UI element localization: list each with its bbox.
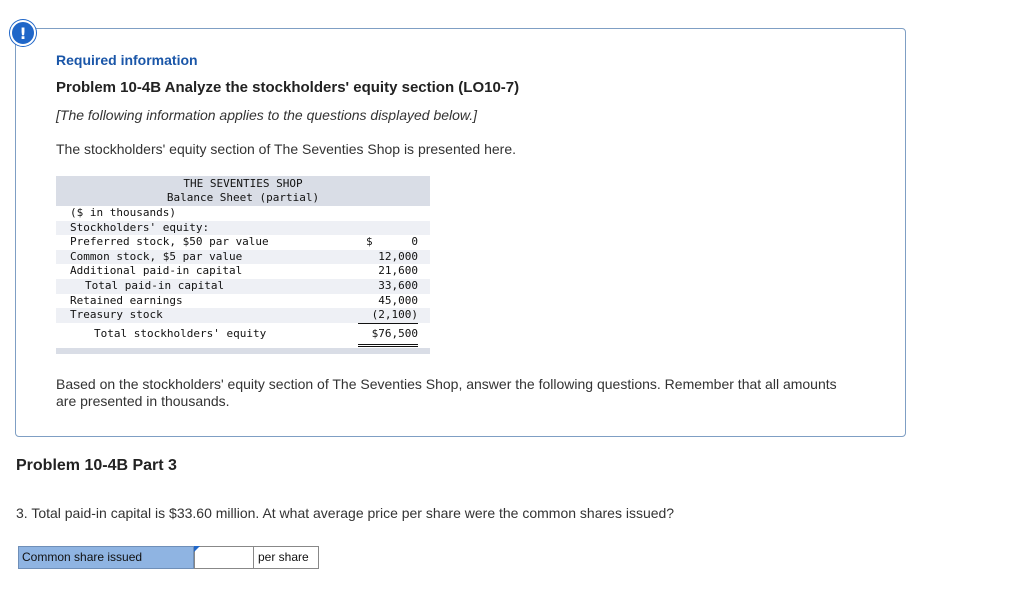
table-row [56, 264, 430, 279]
row-value: 45,000 [378, 293, 418, 307]
table-row [56, 294, 430, 309]
row-label: Treasury stock [70, 308, 163, 322]
balance-sheet-subtitle: Balance Sheet (partial) [166, 191, 320, 204]
row-value: 21,600 [358, 264, 418, 280]
answer-input-wrapper [194, 546, 254, 569]
input-marker-icon [194, 546, 200, 552]
table-row [56, 250, 430, 265]
part-title: Problem 10-4B Part 3 [16, 457, 177, 474]
row-value: (2,100) [358, 308, 418, 324]
balance-sheet-header [56, 176, 430, 206]
row-label: Additional paid-in capital [70, 264, 243, 278]
table-row [56, 323, 430, 342]
answer-unit: per share [254, 546, 319, 569]
row-label: Common stock, $5 par value [70, 249, 243, 263]
units-label: ($ in thousands) [70, 206, 176, 219]
table-row [56, 206, 430, 221]
row-label: Total stockholders' equity [94, 326, 267, 340]
row-value: 0 [411, 235, 418, 249]
table-row [56, 221, 430, 236]
section-label: Stockholders' equity: [70, 220, 210, 234]
row-value: 33,600 [378, 278, 418, 292]
balance-sheet-footer [56, 348, 430, 354]
table-row [56, 235, 430, 250]
table-row [56, 279, 430, 294]
row-label: Preferred stock, $50 par value [70, 235, 269, 249]
problem-title: Problem 10-4B Analyze the stockholders' equity section (LO10-7) [56, 79, 520, 96]
alert-icon: ! [10, 20, 36, 46]
based-on-text: Based on the stockholders' equity section of The Seventies Shop, answer the following questions. Remember that all amounts are presented in thousands. [56, 376, 837, 409]
question-text: 3. Total paid-in capital is $33.60 million. At what average price per share were the common shares issued? [16, 505, 675, 521]
required-information-heading: Required information [56, 52, 198, 68]
table-row [56, 308, 430, 323]
row-value: $76,500 [358, 323, 418, 347]
company-name: THE SEVENTIES SHOP [183, 177, 303, 190]
common-share-price-input[interactable] [194, 546, 254, 569]
applies-note: [The following information applies to the questions displayed below.] [56, 107, 478, 123]
balance-sheet-table [56, 176, 430, 354]
answer-row [18, 546, 319, 569]
dollar-sign: $ [366, 235, 373, 249]
row-value: 12,000 [378, 249, 418, 263]
intro-text: The stockholders' equity section of The Seventies Shop is presented here. [56, 141, 517, 157]
row-label: Retained earnings [70, 293, 183, 307]
answer-label: Common share issued [18, 546, 194, 569]
row-label: Total paid-in capital [85, 278, 225, 292]
